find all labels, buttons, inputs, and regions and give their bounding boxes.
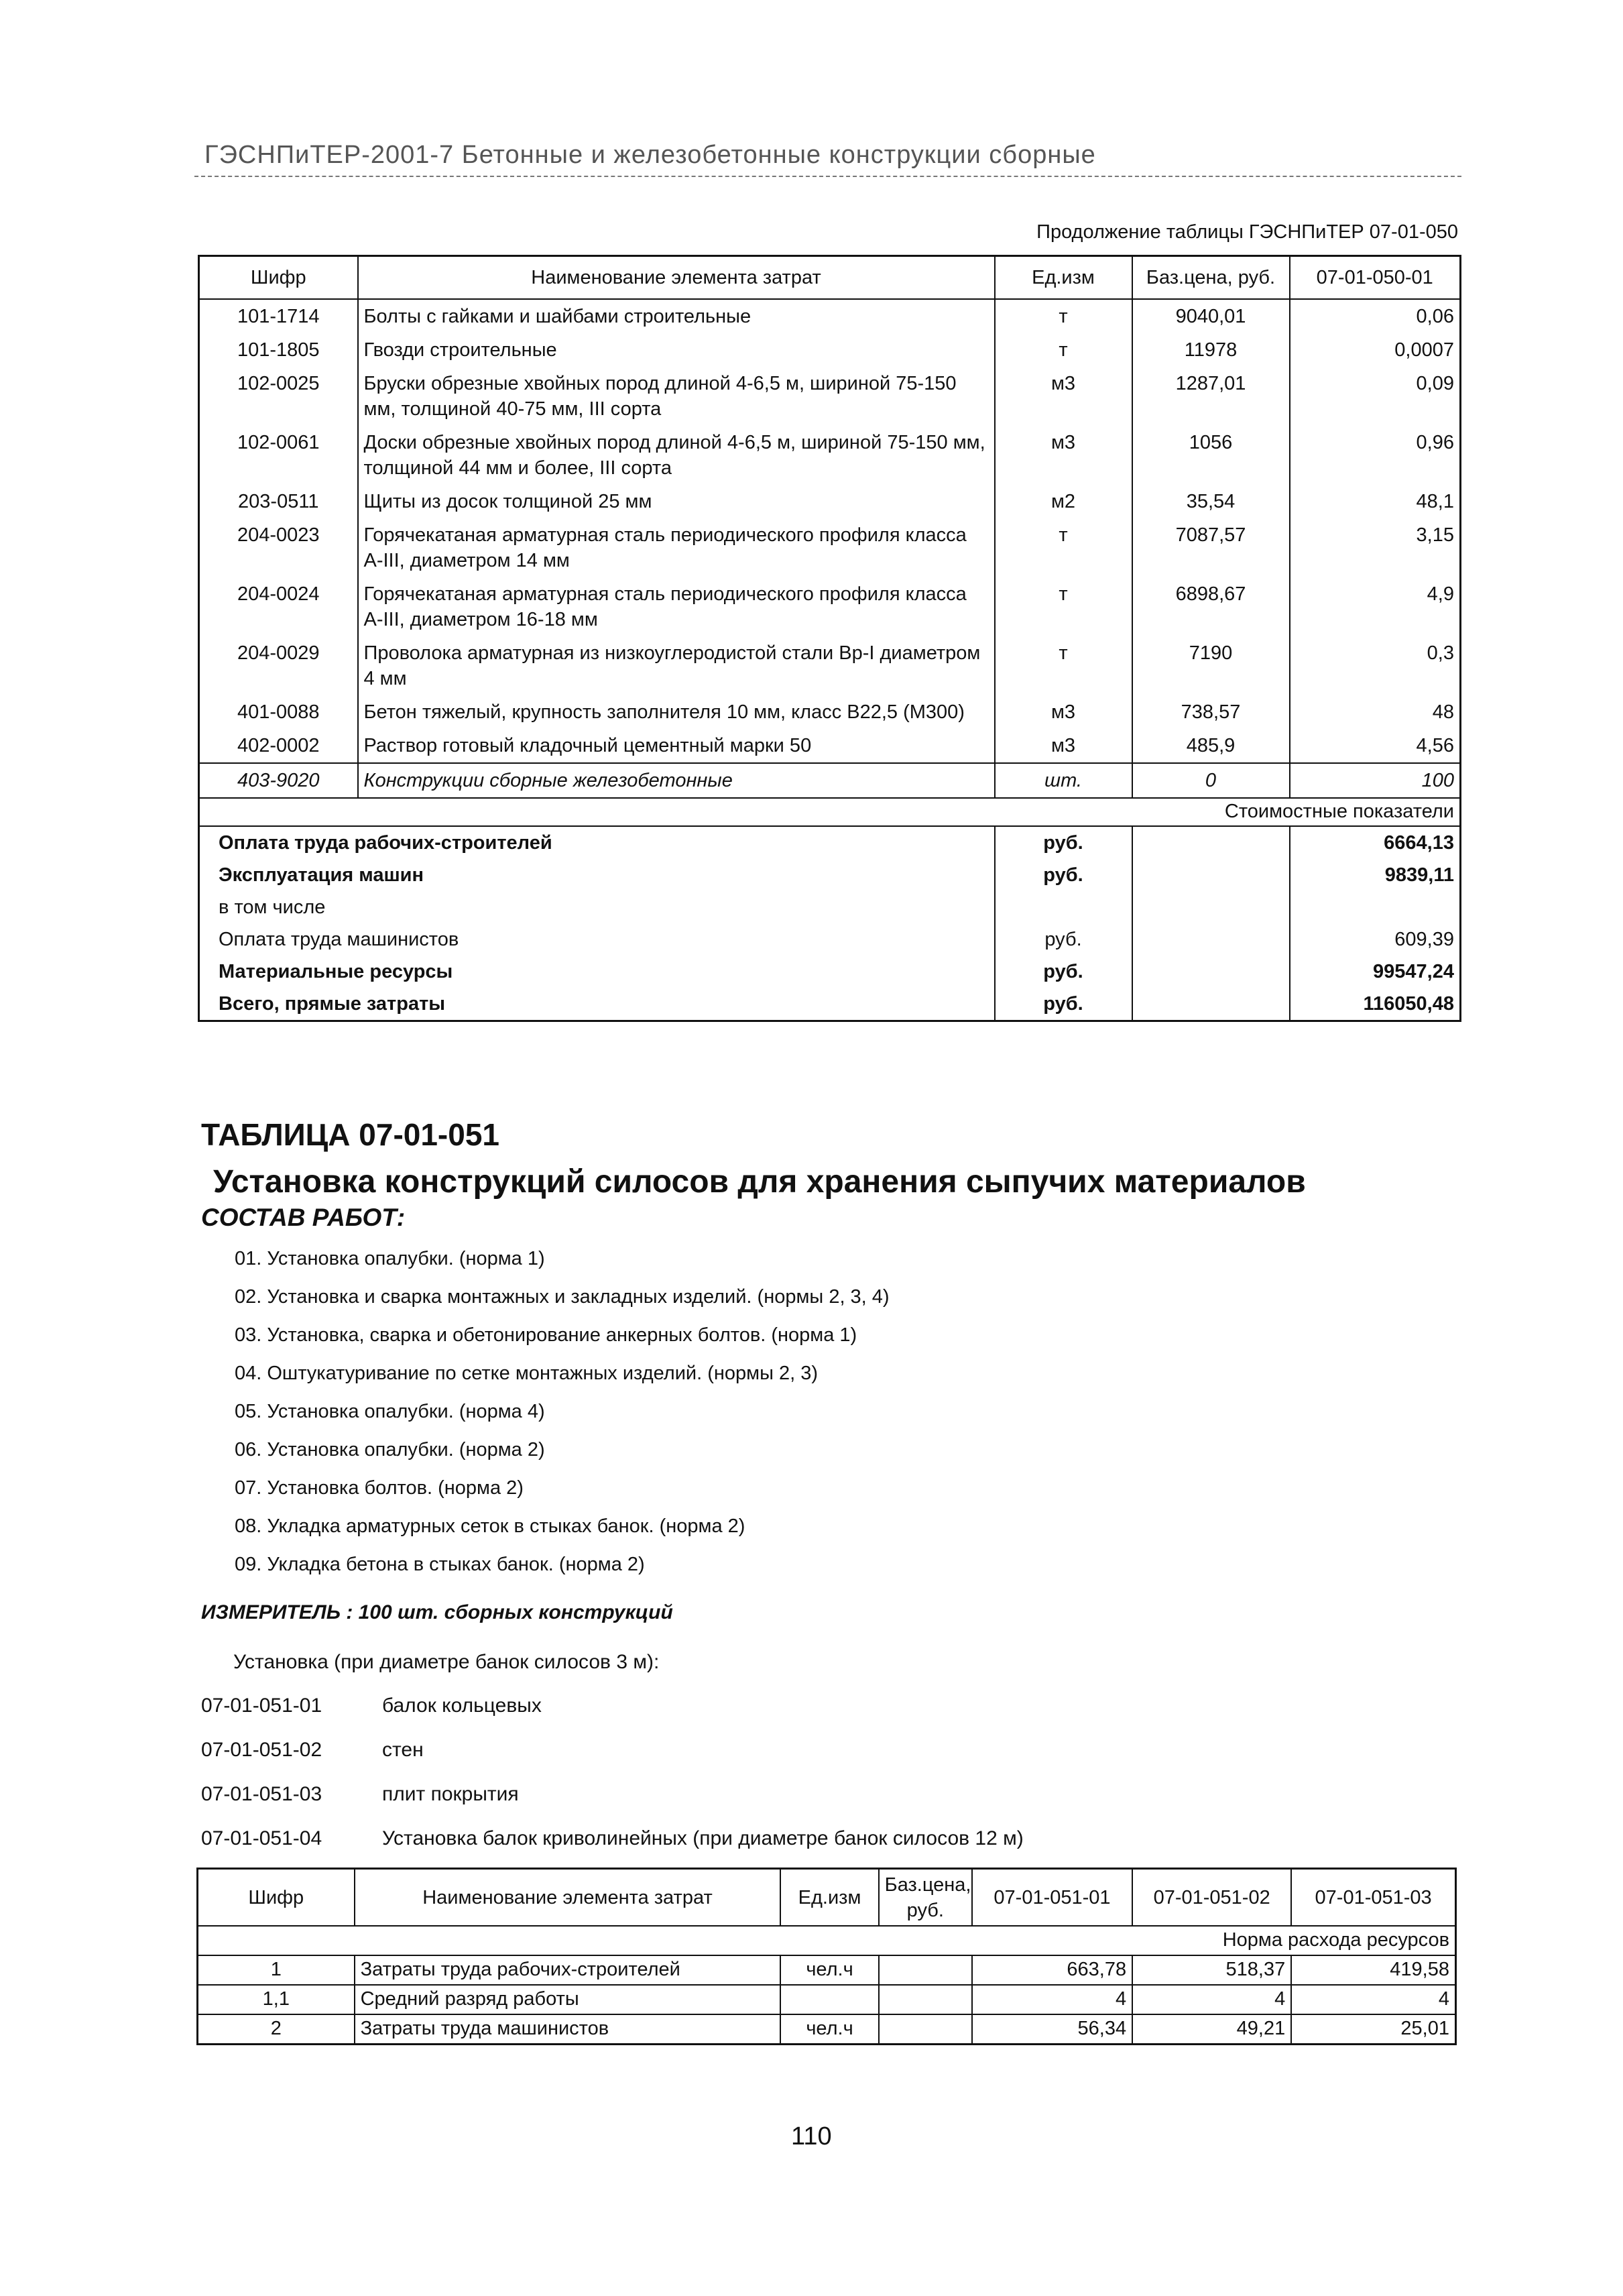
table-row	[199, 695, 1461, 729]
column-header: Баз.цена, руб.	[1132, 256, 1290, 300]
row-unit: т	[995, 577, 1132, 636]
summary-empty	[1132, 988, 1290, 1021]
table-row	[198, 2014, 1456, 2045]
row-code: 101-1714	[199, 299, 358, 333]
row-value: 48,1	[1290, 485, 1461, 518]
row-value: 518,37	[1132, 1955, 1291, 1985]
row-unit: м3	[995, 729, 1132, 763]
row-name: Болты с гайками и шайбами строительные	[358, 299, 995, 333]
section-subtitle: Установка конструкций силосов для хранения сыпучих материалов	[213, 1164, 1306, 1200]
row-name: Доски обрезные хвойных пород длиной 4-6,5 м, шириной 75-150 мм, толщиной 44 мм и более, III сорта	[358, 426, 995, 485]
list-item: 01. Установка опалубки. (норма 1)	[235, 1248, 545, 1269]
cost-indicators-caption-row	[199, 798, 1461, 826]
summary-empty	[1132, 891, 1290, 923]
table-row	[198, 1955, 1456, 1985]
summary-name: в том числе	[219, 897, 326, 918]
summary-empty	[1132, 859, 1290, 891]
column-header: Наименование элемента затрат	[355, 1869, 781, 1927]
summary-unit: руб.	[995, 859, 1132, 891]
variant-text: Установка балок криволинейных (при диаметре банок силосов 12 м)	[382, 1827, 1024, 1849]
row-name: Бетон тяжелый, крупность заполнителя 10 мм, класс В22,5 (М300)	[358, 695, 995, 729]
summary-empty	[1132, 923, 1290, 956]
row-unit: м2	[995, 485, 1132, 518]
summary-unit: руб.	[995, 826, 1132, 859]
table-row	[199, 367, 1461, 426]
row-name: Горячекатаная арматурная сталь периодического профиля класса А-III, диаметром 16-18 мм	[358, 577, 995, 636]
summary-value: 609,39	[1290, 923, 1461, 956]
summary-value	[1290, 891, 1461, 923]
row-unit: м3	[995, 695, 1132, 729]
variant-text: стен	[382, 1739, 424, 1761]
summary-empty	[1132, 956, 1290, 988]
summary-row	[199, 988, 1461, 1021]
row-price: 35,54	[1132, 485, 1290, 518]
row-unit: т	[995, 636, 1132, 695]
summary-name: Всего, прямые затраты	[219, 993, 446, 1015]
summary-unit	[995, 891, 1132, 923]
table-continuation-caption: Продолжение таблицы ГЭСНПиТЕР 07-01-050	[1036, 221, 1458, 243]
row-name: Проволока арматурная из низкоуглеродистой стали Вр-I диаметром 4 мм	[358, 636, 995, 695]
row-name: Щиты из досок толщиной 25 мм	[358, 485, 995, 518]
norm-caption: Норма расхода ресурсов	[198, 1926, 1456, 1955]
row-price: 485,9	[1132, 729, 1290, 763]
row-value: 4	[1132, 1985, 1291, 2014]
row-value: 49,21	[1132, 2014, 1291, 2045]
list-item	[201, 1737, 1024, 1782]
row-value: 48	[1290, 695, 1461, 729]
table-row	[199, 299, 1461, 333]
row-code: 203-0511	[199, 485, 358, 518]
column-header: Шифр	[199, 256, 358, 300]
row-price: 7087,57	[1132, 518, 1290, 577]
summary-empty	[1132, 826, 1290, 859]
row-price: 738,57	[1132, 695, 1290, 729]
list-item: 02. Установка и сварка монтажных и закладных изделий. (нормы 2, 3, 4)	[235, 1286, 890, 1308]
summary-row	[199, 923, 1461, 956]
row-unit: м3	[995, 367, 1132, 426]
row-code: 1,1	[198, 1985, 355, 2014]
row-name: Конструкции сборные железобетонные	[358, 763, 995, 798]
column-header: 07-01-051-01	[972, 1869, 1132, 1927]
table-row	[199, 426, 1461, 485]
list-item: 06. Установка опалубки. (норма 2)	[235, 1439, 545, 1460]
list-item: 03. Установка, сварка и обетонирование анкерных болтов. (норма 1)	[235, 1324, 857, 1346]
list-item: 09. Укладка бетона в стыках банок. (норма 2)	[235, 1554, 645, 1575]
row-unit: м3	[995, 426, 1132, 485]
row-price: 0	[1132, 763, 1290, 798]
resource-table-07-01-051	[196, 1868, 1457, 2045]
column-header: Ед.изм	[995, 256, 1132, 300]
variant-code: 07-01-051-02	[201, 1739, 322, 1761]
column-header: 07-01-051-03	[1291, 1869, 1455, 1927]
row-price: 7190	[1132, 636, 1290, 695]
row-name: Бруски обрезные хвойных пород длиной 4-6,5 м, шириной 75-150 мм, толщиной 40-75 мм, III сорта	[358, 367, 995, 426]
variant-code: 07-01-051-01	[201, 1695, 322, 1717]
list-item	[201, 1693, 1024, 1737]
row-name: Затраты труда рабочих-строителей	[355, 1955, 781, 1985]
header-divider	[194, 176, 1461, 177]
column-header: 07-01-050-01	[1290, 256, 1461, 300]
summary-row	[199, 826, 1461, 859]
row-name: Гвозди строительные	[358, 333, 995, 367]
summary-row	[199, 956, 1461, 988]
row-price: 1287,01	[1132, 367, 1290, 426]
table-title: ТАБЛИЦА 07-01-051	[201, 1117, 499, 1152]
table-row	[199, 518, 1461, 577]
row-value: 56,34	[972, 2014, 1132, 2045]
table-row	[199, 763, 1461, 798]
works-list	[235, 1246, 890, 1590]
table-row	[199, 333, 1461, 367]
variant-text: балок кольцевых	[382, 1695, 542, 1717]
running-header: ГЭСНПиТЕР-2001-7 Бетонные и железобетонные конструкции сборные	[204, 141, 1096, 169]
list-item	[201, 1782, 1024, 1826]
summary-value: 99547,24	[1290, 956, 1461, 988]
row-unit: т	[995, 333, 1132, 367]
row-value: 419,58	[1291, 1955, 1455, 1985]
row-code: 101-1805	[199, 333, 358, 367]
column-header: Шифр	[198, 1869, 355, 1927]
resource-table-07-01-050	[198, 255, 1461, 1022]
row-code: 204-0023	[199, 518, 358, 577]
row-value: 0,96	[1290, 426, 1461, 485]
summary-name: Оплата труда машинистов	[219, 929, 459, 950]
row-unit: чел.ч	[780, 2014, 878, 2045]
row-unit: шт.	[995, 763, 1132, 798]
row-unit: т	[995, 299, 1132, 333]
table-row	[199, 729, 1461, 763]
row-value: 100	[1290, 763, 1461, 798]
row-value: 663,78	[972, 1955, 1132, 1985]
row-code: 204-0029	[199, 636, 358, 695]
row-value: 4	[972, 1985, 1132, 2014]
row-name: Затраты труда машинистов	[355, 2014, 781, 2045]
row-unit: чел.ч	[780, 1955, 878, 1985]
row-price: 11978	[1132, 333, 1290, 367]
column-header: Баз.цена, руб.	[879, 1869, 972, 1927]
column-header: 07-01-051-02	[1132, 1869, 1291, 1927]
summary-value: 6664,13	[1290, 826, 1461, 859]
row-unit	[780, 1985, 878, 2014]
row-price: 9040,01	[1132, 299, 1290, 333]
page-number: 110	[791, 2122, 832, 2150]
row-value: 0,3	[1290, 636, 1461, 695]
row-code: 204-0024	[199, 577, 358, 636]
row-code: 102-0061	[199, 426, 358, 485]
list-item: 04. Оштукатуривание по сетке монтажных изделий. (нормы 2, 3)	[235, 1363, 819, 1384]
table-row	[199, 577, 1461, 636]
variant-code: 07-01-051-03	[201, 1783, 322, 1805]
row-price	[879, 1985, 972, 2014]
row-value: 25,01	[1291, 2014, 1455, 2045]
row-code: 401-0088	[199, 695, 358, 729]
summary-name: Материальные ресурсы	[219, 961, 453, 982]
list-item: 08. Укладка арматурных сеток в стыках банок. (норма 2)	[235, 1515, 745, 1537]
row-value: 0,09	[1290, 367, 1461, 426]
column-header: Наименование элемента затрат	[358, 256, 995, 300]
summary-row	[199, 891, 1461, 923]
norm-caption-row	[198, 1926, 1456, 1955]
table-row	[198, 1985, 1456, 2014]
summary-row	[199, 859, 1461, 891]
list-item: 07. Установка болтов. (норма 2)	[235, 1477, 524, 1499]
row-name: Средний разряд работы	[355, 1985, 781, 2014]
variants-list	[201, 1693, 1024, 1870]
table-header-row	[199, 256, 1461, 300]
table-row	[199, 636, 1461, 695]
row-code: 102-0025	[199, 367, 358, 426]
variant-text: плит покрытия	[382, 1783, 519, 1805]
row-name: Раствор готовый кладочный цементный марки 50	[358, 729, 995, 763]
summary-name: Эксплуатация машин	[219, 864, 424, 886]
list-item: 05. Установка опалубки. (норма 4)	[235, 1401, 545, 1422]
list-item	[201, 1826, 1024, 1870]
table-row	[199, 485, 1461, 518]
row-price: 6898,67	[1132, 577, 1290, 636]
cost-indicators-caption: Стоимостные показатели	[199, 798, 1461, 826]
row-code: 403-9020	[199, 763, 358, 798]
column-header: Ед.изм	[780, 1869, 878, 1927]
row-price	[879, 2014, 972, 2045]
summary-unit: руб.	[995, 988, 1132, 1021]
row-value: 4,56	[1290, 729, 1461, 763]
works-heading: СОСТАВ РАБОТ:	[201, 1204, 406, 1231]
row-value: 4	[1291, 1985, 1455, 2014]
row-value: 4,9	[1290, 577, 1461, 636]
summary-name: Оплата труда рабочих-строителей	[219, 832, 552, 854]
row-code: 402-0002	[199, 729, 358, 763]
row-value: 0,06	[1290, 299, 1461, 333]
row-unit: т	[995, 518, 1132, 577]
summary-unit: руб.	[995, 923, 1132, 956]
row-code: 1	[198, 1955, 355, 1985]
summary-unit: руб.	[995, 956, 1132, 988]
row-price: 1056	[1132, 426, 1290, 485]
row-value: 3,15	[1290, 518, 1461, 577]
row-name: Горячекатаная арматурная сталь периодического профиля класса А-III, диаметром 14 мм	[358, 518, 995, 577]
row-code: 2	[198, 2014, 355, 2045]
row-value: 0,0007	[1290, 333, 1461, 367]
variant-code: 07-01-051-04	[201, 1827, 322, 1849]
measure-line: ИЗМЕРИТЕЛЬ : 100 шт. сборных конструкций	[201, 1601, 673, 1623]
install-intro: Установка (при диаметре банок силосов 3 м):	[233, 1651, 660, 1673]
row-price	[879, 1955, 972, 1985]
summary-value: 116050,48	[1290, 988, 1461, 1021]
summary-value: 9839,11	[1290, 859, 1461, 891]
table-header-row	[198, 1869, 1456, 1927]
